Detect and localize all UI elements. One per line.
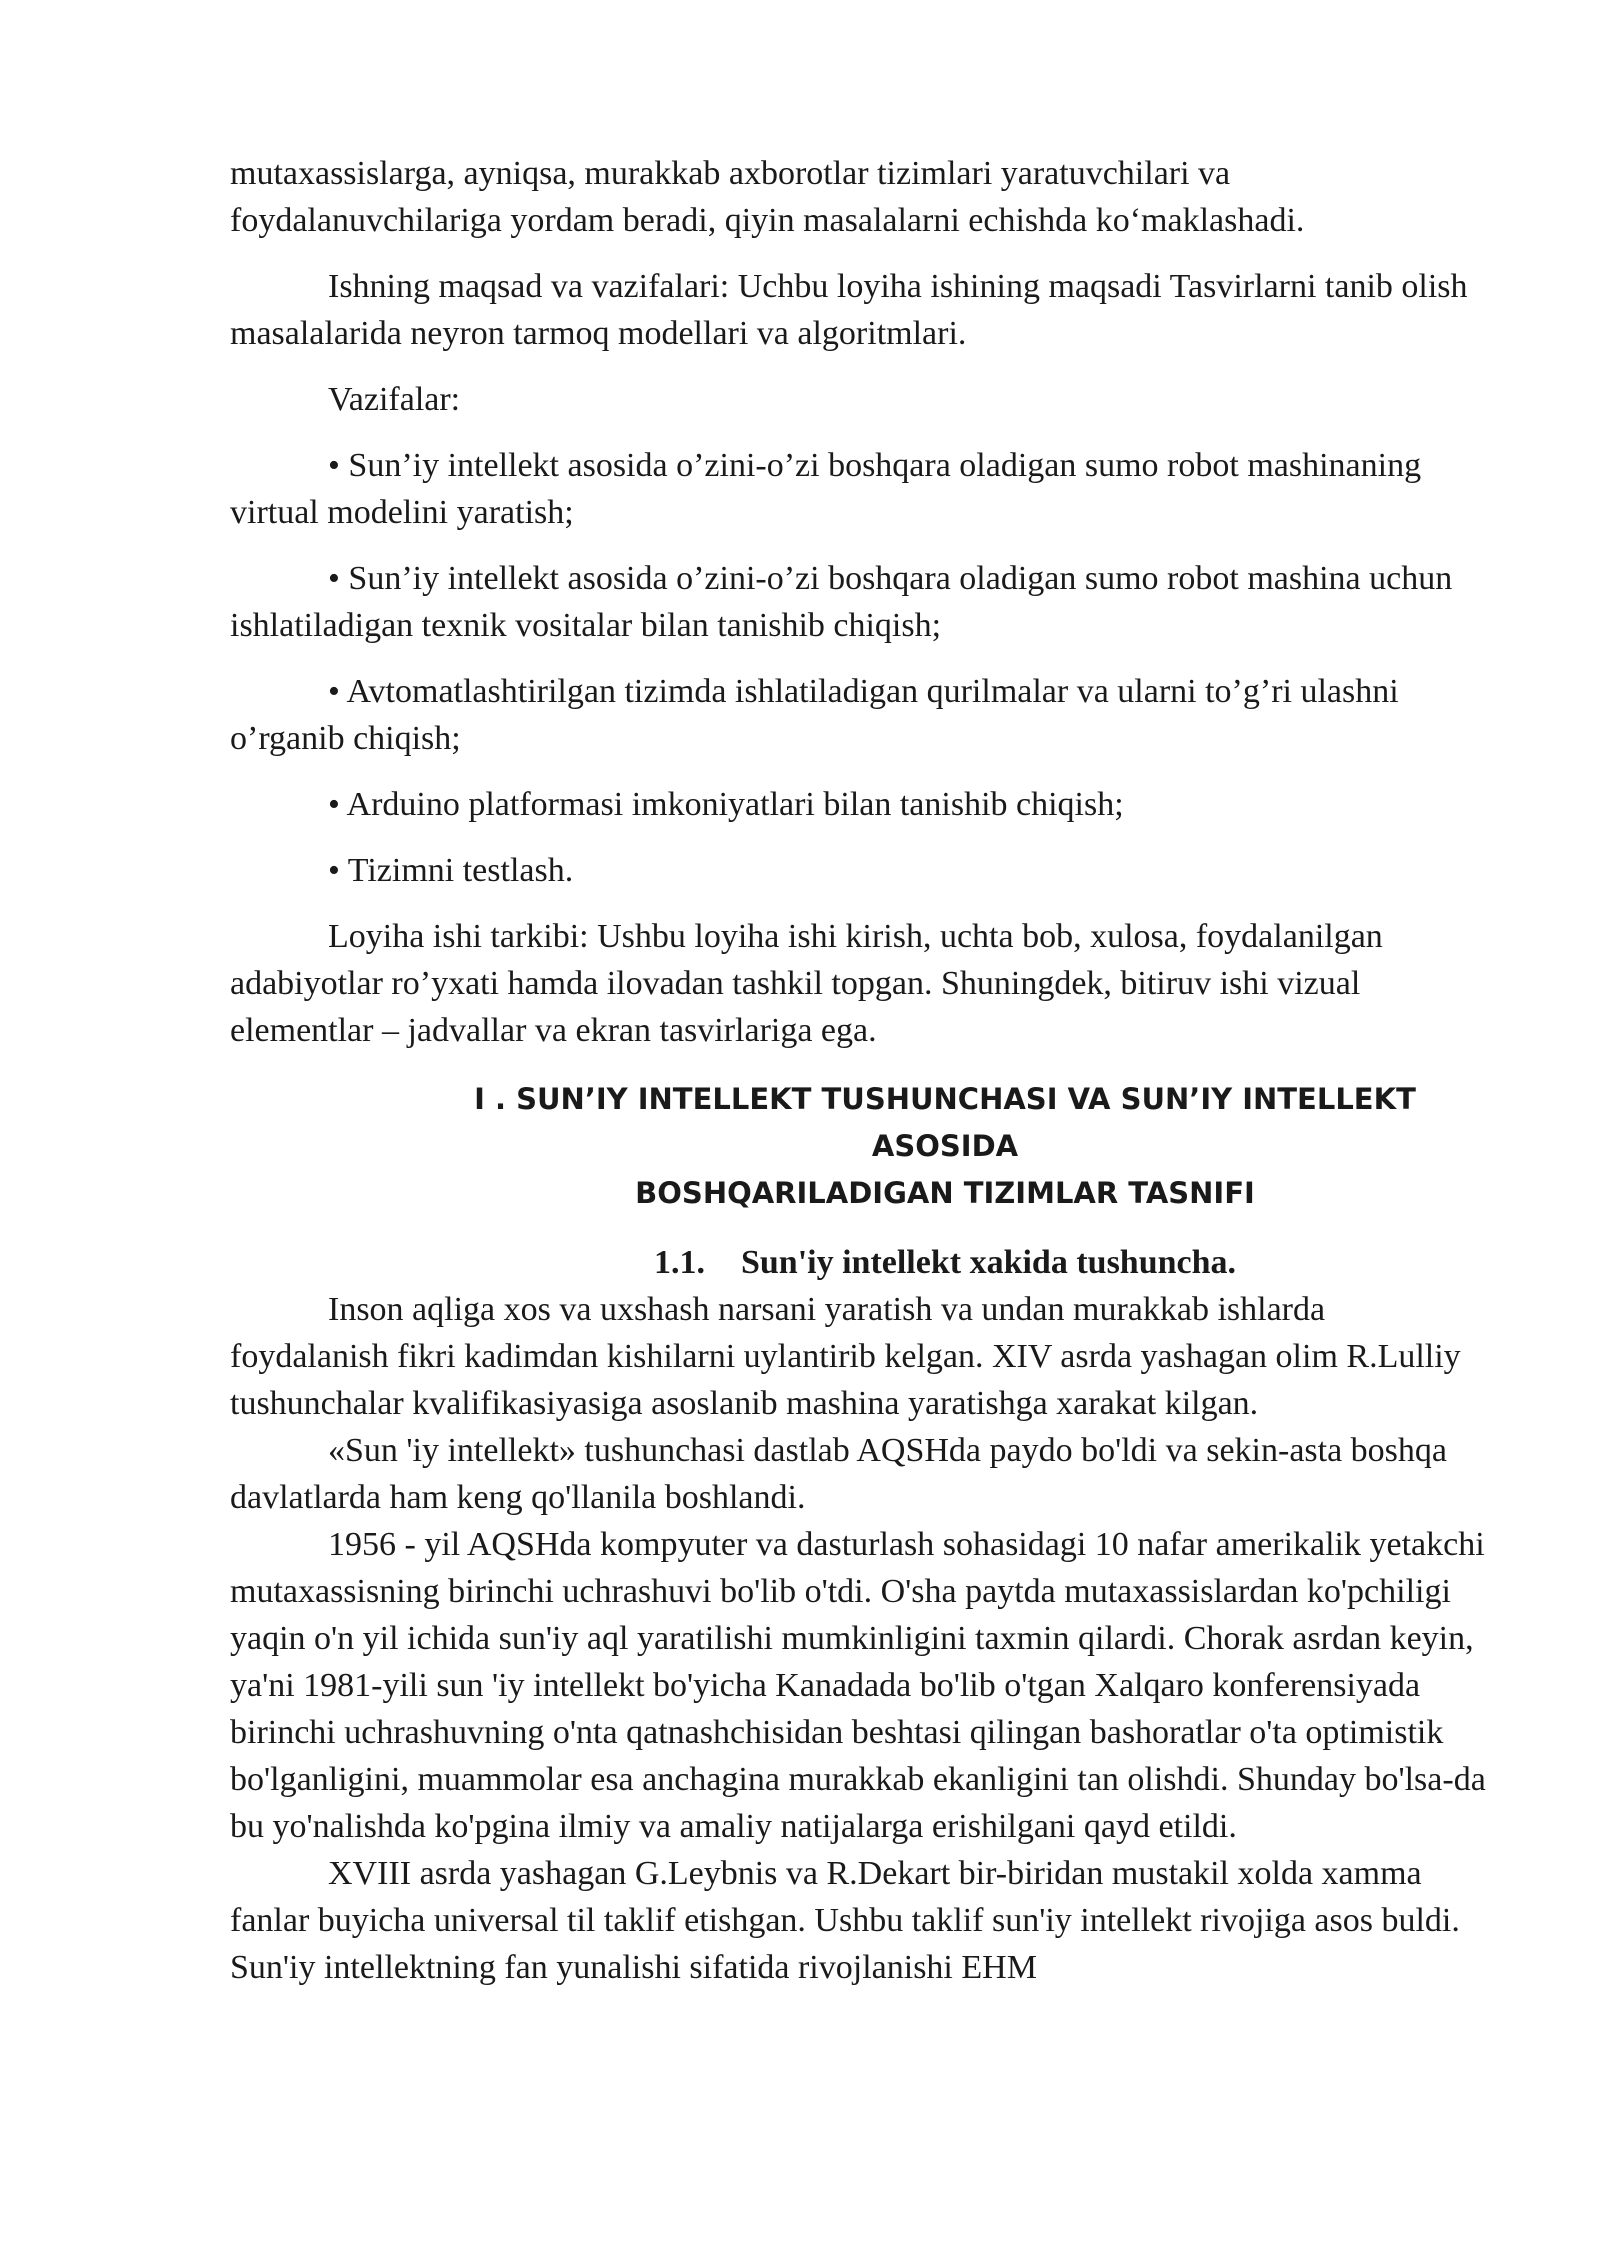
body-paragraph-1956-meeting: 1956 - yil AQSHda kompyuter va dasturlash sohasidagi 10 nafar amerikalik yetakchi mutaxassisning birinchi uchrashuvi bo'lib o'tdi. O'sha paytda mutaxassislardan ko'pchiligi yaqin o'n yil ichida sun'iy aql yaratilishi mumkinligini taxmin qilardi. Chorak asrdan keyin, ya'ni 1981-yili sun 'iy intellekt bo'yicha Kanadada bo'lib o'tgan Xalqaro konferensiyada birinchi uchrashuvning o'nta qatnashchisidan beshtasi qilingan bashoratlar o'ta optimistik bo'lganligini, muammolar esa anchagina murakkab ekanligini tan olishdi. Shunday bo'lsa-da bu yo'nalishda ko'pgina ilmiy va amaliy natijalarga erishilgani qayd etildi. (230, 1526, 1486, 1845)
chapter-heading-line-2: BOSHQARILADIGAN TIZIMLAR TASNIFI (635, 1176, 1255, 1210)
task-item-devices: • Avtomatlashtirilgan tizimda ishlatiladigan qurilmalar va ularni to’g’ri ulashni o’rganib chiqish; (230, 673, 1399, 757)
paragraph-structure: Loyiha ishi tarkibi: Ushbu loyiha ishi kirish, uchta bob, xulosa, foydalanilgan adabiyotlar ro’yxati hamda ilovadan tashkil topgan. Shuningdek, bitiruv ishi vizual elementlar – jadvallar va ekran tasvirlariga ega. (230, 918, 1383, 1049)
document-page (230, 150, 1490, 1991)
body-paragraph-leibniz-descartes: XVIII asrda yashagan G.Leybnis va R.Dekart bir-biridan mustakil xolda xamma fanlar buyicha universal til taklif etishgan. Ushbu taklif sun'iy intellekt rivojiga asos buldi. Sun'iy intellektning fan yunalishi sifatida rivojlanishi EHM (230, 1855, 1460, 1986)
task-item-arduino: • Arduino platformasi imkoniyatlari bilan tanishib chiqish; (328, 786, 1124, 823)
section-heading (230, 1239, 1490, 1286)
paragraph-goals: Ishning maqsad va vazifalari: Uchbu loyiha ishining maqsadi Tasvirlarni tanib olish masalalarida neyron tarmoq modellari va algoritmlari. (230, 268, 1468, 352)
paragraph-intro-continuation: mutaxassislarga, ayniqsa, murakkab axborotlar tizimlari yaratuvchilari va foydalanuvchilariga yordam beradi, qiyin masalalarni echishda ko‘maklashadi. (230, 155, 1305, 239)
section-number: 1.1. (653, 1244, 705, 1281)
body-paragraph-history: Inson aqliga xos va uxshash narsani yaratish va undan murakkab ishlarda foydalanish fikri kadimdan kishilarni uylantirib kelgan. XIV asrda yashagan olim R.Lulliy tushunchalar kvalifikasiyasiga asoslanib mashina yaratishga xarakat kilgan. (230, 1291, 1461, 1422)
paragraph-tasks-label: Vazifalar: (328, 381, 461, 418)
task-item-testing: • Tizimni testlash. (328, 852, 574, 889)
chapter-heading (230, 1076, 1490, 1217)
task-item-virtual-model: • Sun’iy intellekt asosida o’zini-o’zi boshqara oladigan sumo robot mashinaning virtual modelini yaratish; (230, 447, 1422, 531)
body-paragraph-term-origin: «Sun 'iy intellekt» tushunchasi dastlab AQSHda paydo bo'ldi va sekin-asta boshqa davlatlarda ham keng qo'llanila boshlandi. (230, 1432, 1447, 1516)
chapter-heading-line-1: I . SUN’IY INTELLEKT TUSHUNCHASI VA SUN’IY INTELLEKT ASOSIDA (474, 1082, 1416, 1163)
task-item-technical-tools: • Sun’iy intellekt asosida o’zini-o’zi boshqara oladigan sumo robot mashina uchun ishlatiladigan texnik vositalar bilan tanishib chiqish; (230, 560, 1453, 644)
section-title: Sun'iy intellekt xakida tushuncha. (740, 1244, 1237, 1281)
